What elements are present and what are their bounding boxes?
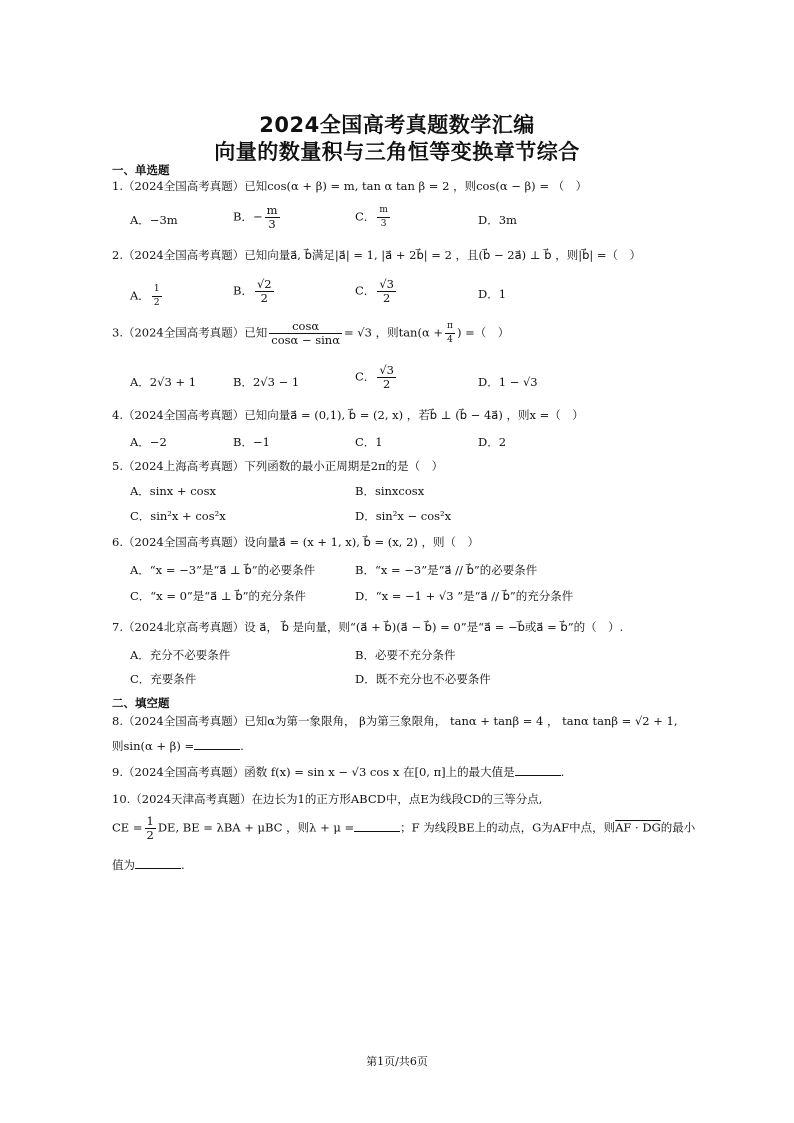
q5-option-c: C．sin²x + cos²x (130, 509, 226, 523)
q6-option-c: C．“x = 0”是“a⃗ ⊥ b⃗”的充分条件 (130, 589, 307, 603)
q10-answer-blank-1[interactable] (354, 821, 400, 832)
q2-option-a: A． $\frac{1}{2}$ (130, 284, 160, 308)
question-3-stem: 3.（2024全国高考真题）已知 $\frac{\cos\alpha}{\cos\alpha - \sin\alpha}$ = √3 ，则tan(α + $\frac{\pi}{4}$ ) =（ ） (112, 319, 510, 347)
q4-option-d: D．2 (478, 435, 507, 449)
page-footer: 第1页/共6页 (366, 1055, 428, 1068)
q3-option-a: A．2√3 + 1 (130, 375, 197, 389)
question-1-stem: 1.（2024全国高考真题）已知cos(α + β) = m, tan α tan β = 2 ，则cos(α − β) = （ ） (112, 179, 588, 193)
question-8-stem: 8.（2024全国高考真题）已知α为第一象限角， β为第三象限角， tanα + tanβ = 4 ， tanα tanβ = √2 + 1, (112, 714, 678, 728)
question-10-line2: CE = $\frac{1}{2}$ DE, BE = λBA + μBC ，则λ + μ = ；F 为线段BE上的动点，G为AF中点，则AF · DG的最小 (112, 814, 696, 842)
q1-option-c: C． $\frac{m}{3}$ (355, 205, 388, 229)
q6-option-b: B．“x = −3”是“a⃗ // b⃗”的必要条件 (355, 563, 538, 577)
q8-answer-blank[interactable] (194, 739, 240, 750)
q4-option-c: C．1 (355, 435, 383, 449)
q2-option-d: D．1 (478, 287, 507, 301)
question-5-stem: 5.（2024上海高考真题）下列函数的最小正周期是2π的是（ ） (112, 459, 444, 473)
question-10-line3: 值为 . (112, 858, 185, 872)
q1-option-a: A．−3m (130, 213, 178, 227)
doc-title-line1: 2024全国高考真题数学汇编 (259, 113, 535, 137)
q3-option-d: D．1 − √3 (478, 375, 538, 389)
q5-option-a: A．sinx + cosx (130, 484, 216, 498)
q9-answer-blank[interactable] (515, 765, 561, 776)
q7-option-d: D．既不充分也不必要条件 (355, 672, 491, 686)
q7-option-a: A．充分不必要条件 (130, 648, 231, 662)
doc-title-line2: 向量的数量积与三角恒等变换章节综合 (214, 140, 580, 164)
question-9-stem: 9.（2024全国高考真题）函数 f(x) = sin x − √3 cos x 在[0, π]上的最大值是 . (112, 765, 565, 779)
q7-option-c: C．充要条件 (130, 672, 197, 686)
question-6-stem: 6.（2024全国高考真题）设向量a⃗ = (x + 1, x), b⃗ = (x, 2) ，则（ ） (112, 535, 480, 549)
section-heading-fill-in: 二、填空题 (112, 696, 170, 710)
section-heading-single-choice: 一、单选题 (112, 163, 170, 177)
q5-option-b: B．sinxcosx (355, 484, 425, 498)
q2-option-b: B． $\frac{√2}{2}$ (233, 277, 272, 305)
question-4-stem: 4.（2024全国高考真题）已知向量a⃗ = (0,1), b⃗ = (2, x) ，若b⃗ ⊥ (b⃗ − 4a⃗) ，则x =（ ） (112, 408, 584, 422)
question-8-line2: 则sin(α + β) = . (112, 739, 244, 753)
q4-option-b: B．−1 (233, 435, 270, 449)
q10-answer-blank-2[interactable] (135, 858, 181, 869)
q1-option-b: B．− $\frac{m}{3}$ (233, 203, 278, 231)
q2-option-c: C． $\frac{√3}{2}$ (355, 277, 394, 305)
q1-option-d: D．3m (478, 213, 517, 227)
q3-option-b: B．2√3 − 1 (233, 375, 300, 389)
q3-option-c: C． $\frac{√3}{2}$ (355, 363, 394, 391)
q4-option-a: A．−2 (130, 435, 167, 449)
question-7-stem: 7.（2024北京高考真题）设 a⃗， b⃗ 是向量，则“(a⃗ + b⃗)(a⃗ − b⃗) = 0”是“a⃗ = −b⃗或a⃗ = b⃗”的（ ）. (112, 620, 624, 634)
question-2-stem: 2.（2024全国高考真题）已知向量a⃗, b⃗满足|a⃗| = 1, |a⃗ + 2b⃗| = 2 ，且(b⃗ − 2a⃗) ⊥ b⃗ ，则|b⃗| =（ ） (112, 248, 642, 262)
q5-option-d: D．sin²x − cos²x (355, 509, 452, 523)
question-10-stem: 10.（2024天津高考真题）在边长为1的正方形ABCD中，点E为线段CD的三等分点, (112, 792, 543, 806)
q6-option-a: A．“x = −3”是“a⃗ ⊥ b⃗”的必要条件 (130, 563, 316, 577)
q6-option-d: D．“x = −1 + √3 ”是“a⃗ // b⃗”的充分条件 (355, 589, 574, 603)
q7-option-b: B．必要不充分条件 (355, 648, 456, 662)
